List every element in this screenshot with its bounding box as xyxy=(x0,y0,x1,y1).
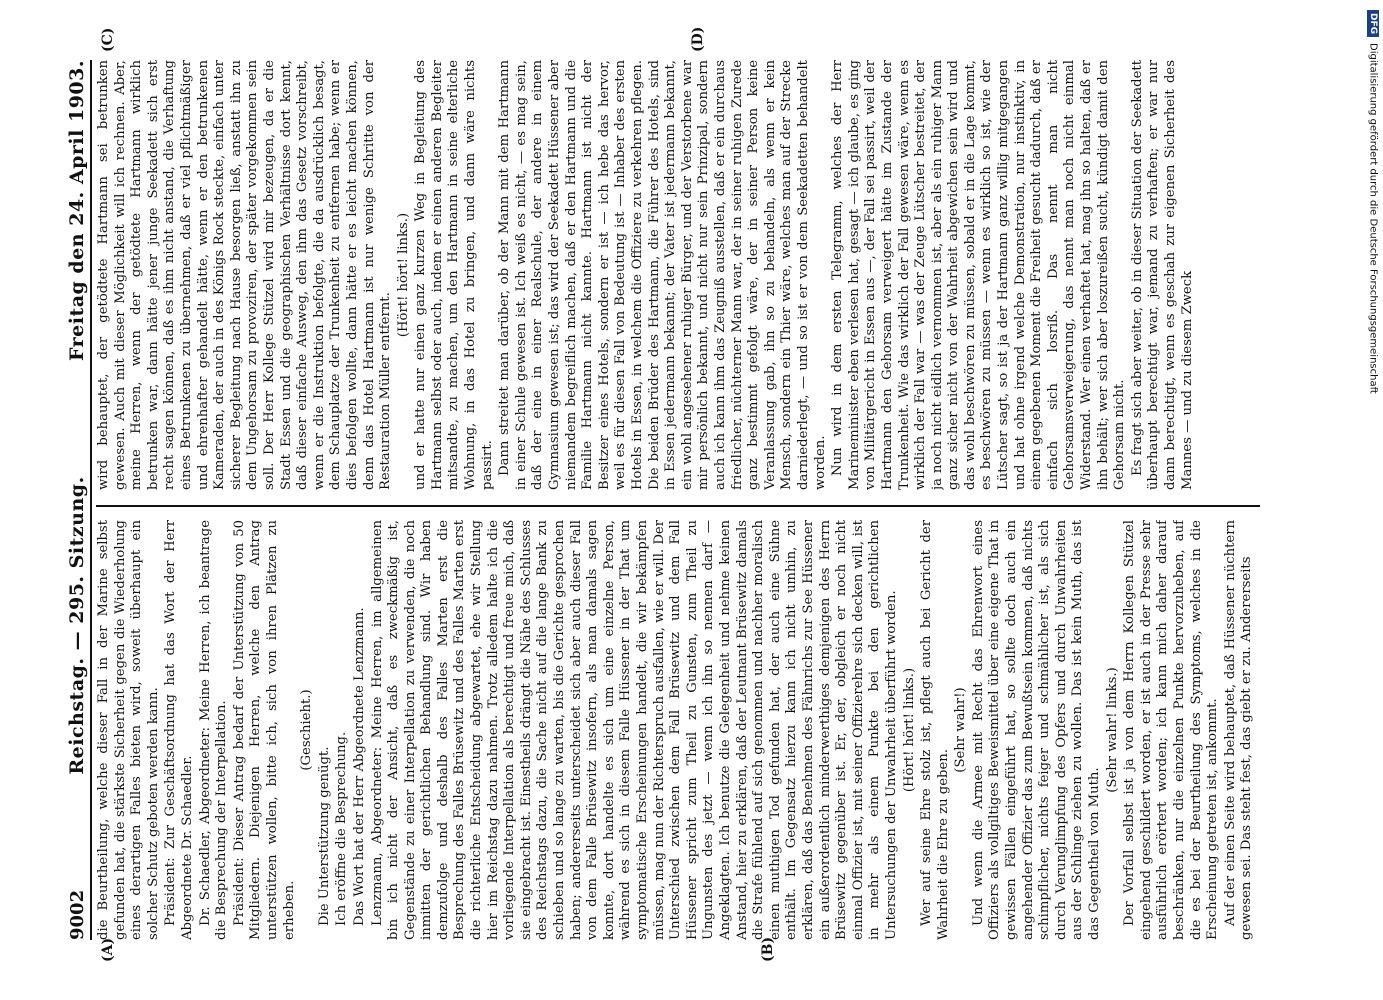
paragraph: Dr. Schaedler, Abgeordneter: Meine Herren, ich beantrage die Besprechung der Interpellation. xyxy=(197,520,230,940)
digitization-credit xyxy=(1367,10,1379,394)
running-header xyxy=(58,60,88,940)
paragraph: Auf der einen Seite wird behauptet, daß Hüssener nüchtern gewesen sei. Das steht fest, das giebt er zu. Andererseits xyxy=(1222,520,1255,940)
stage-direction: (Hört! hört! links.) xyxy=(395,212,411,338)
right-column xyxy=(96,60,1260,490)
stage-direction: (Sehr wahr!) xyxy=(953,687,969,773)
paragraph: Ich eröffne die Besprechung. xyxy=(334,731,350,926)
paragraph: Und wenn die Armee mit Recht das Ehrenwort eines Offiziers als vollgiltiges Beweismittel über eine eigene That in gewissen Fällen eingeführt hat, so sollte doch auch ein angehender Offizier das zum Bewußtsein kommen, daß nichts schimpflicher, nichts feiger und schmählicher ist, als sich durch Verunglimpfung des Opfers und durch Unwahrheiten aus der Schlinge ziehen zu wollen. Das ist kein Muth, das ist das Gegentheil von Muth. xyxy=(970,520,1103,940)
paragraph: Wer auf seine Ehre stolz ist, pflegt auch bei Gericht der Wahrheit die Ehre zu geben. xyxy=(919,520,951,940)
paragraph: die Beurtheilung, welche dieser Fall in der Marine selbst gefunden hat, die stärkste Sicherheit gegen die Wiederholung eines derartigen Falles bieten wird, soweit überhaupt ein solcher Schutz geboten werden kann. xyxy=(96,520,161,940)
page-number: 9002 xyxy=(67,889,88,940)
paragraph: Der Vorfall selbst ist ja von dem Herrn Kollegen Stützel eingehend geschildert worden, er ist auch in der Presse sehr ausführlich erörtert worden; ich kann mich daher darauf beschränken, nur die einzelnen Punkte hervorzuheben, auf die es bei der Beurtheilung des Symptoms, welches in die Erscheinung getreten ist, ankommt. xyxy=(1122,520,1221,940)
paragraph: Die Unterstützung genügt. xyxy=(316,746,332,926)
stage-direction: (Geschieht.) xyxy=(299,689,315,771)
paragraph: Dann streitet man darüber, ob der Mann mit dem Hartmann in einer Schule gewesen ist. Ich weiß es nicht, — es mag sein, daß der eine in einer Realschule, der andere in einem Gymnasium gewesen ist; das wird der Seekadett Hüssener aber niemandem begreiflich machen, daß er den Hartmann und die Familie Hartmann nicht kannte. Hartmann ist nicht der Besitzer eines Hotels, sondern er ist — ich hebe das hervor, weil es für diesen Fall von Bedeutung ist — Inhaber des ersten Hotels in Essen, in welchem die Offiziere zu verkehren pflegen. Die beiden Brüder des Hartmann, die Führer des Hotels, sind in Essen jedermann bekannt; der Vater ist jedermann bekannt, ein wohl angesehener ruhiger Bürger, und der Verstorbene war mir persönlich bekannt, und nicht nur sein Prinzipal, sondern auch ich kann ihm das Zeugniß ausstellen, daß er ein durchaus friedlicher, nüchterner Mann war, der in seiner ruhigen Zurede ganz bestimmt gefolgt wäre, der in seiner Person keine Veranlassung gab, ihn so zu behandeln, als wenn er kein Mensch, sondern ein Thier wäre, welches man auf der Strecke darniederlegt, — und so ist er von dem Seekadetten behandelt worden. xyxy=(497,60,828,490)
paragraph: Präsident: Dieser Antrag bedarf der Unterstützung von 50 Mitgliedern. Diejenigen Herren, welche den Antrag unterstützen wollen, bitte ich, sich von ihren Plätzen zu erheben. xyxy=(231,520,297,940)
credit-text: Digitalisierung gefördert durch die Deutsche Forschungsgemeinschaft xyxy=(1367,43,1379,394)
paragraph: wird behauptet, der getödtete Hartmann sei betrunken gewesen. Auch mit dieser Möglichkeit will ich rechnen. Aber, meine Herren, wenn der getödtete Hartmann wirklich betrunken war, dann hätte jener junge Seekadett sich erst recht sagen können, daß es ihm nicht anstand, die Verhaftung eines Betrunkenen zu übernehmen, daß er viel pflichtmäßiger und ehrenhafter gehandelt hätte, wenn er den betrunkenen Kameraden, der auch in des Königs Rock steckte, einfach unter sicherer Begleitung nach Hause besorgen ließ, anstatt ihn zu dem Ungehorsam zu provoziren, der später vorgekommen sein soll. Der Herr Kollege Stützel wird mir bezeugen, da er die Stadt Essen und die geographischen Verhältnisse dort kennt, daß dieser einfache Ausweg, den ihm das Gesetz vorschreibt, wenn er die Instruktion befolgte, die da ausdrücklich besagt, dem Schauplatze der Trunkenheit zu entfernen habe; wenn er dies befolgen wollte, dann hätte er es leicht machen können, denn das Hotel Hartmann ist nur wenige Schritte von der Restauration Müller entfernt. xyxy=(96,60,394,490)
paragraph: Das Wort hat der Herr Abgeordnete Lenzmann. xyxy=(351,607,367,926)
paragraph: Lenzmann, Abgeordneter: Meine Herren, im allgemeinen bin ich nicht der Ansicht, daß es zweckmäßig ist, Gegenstände zu einer Interpellation zu verwenden, die noch inmitten der gerichtlichen Behandlung sind. Wir haben demzufolge und deshalb des Falles Marten erst die Besprechung des Falles Brüsewitz und des Falles Marten erst die richterliche Entscheidung abgewartet, ehe wir Stellung hier im Reichstag dazu nahmen. Trotz alledem halte ich die vorliegende Interpellation als berechtigt und freue mich, daß sie eingebracht ist. Einestheils drängt die Nähe des Schlusses des Reichstags dazu, die Sache nicht auf die lange Bank zu schieben und so lange zu warten, bis die Gerichte gesprochen haben; andererseits unterscheidet sich aber auch dieser Fall von dem Falle Brüsewitz insofern, als man damals sagen konnte, dort handelte es sich um eine einzelne Person, während es sich in diesem Falle Hüssener in der That um symptomatische Erscheinungen handelt, die wir bekämpfen müssen, mag nun der Richterspruch ausfallen, wie er will. Der Unterschied zwischen dem Fall Brüsewitz und dem Fall Hüssener spricht zum Theil zu Gunsten, zum Theil zu Ungunsten des jetzt — wenn ich ihn so nennen darf — Angeklagten. Ich benutze die Gelegenheit und nehme keinen Anstand, hier zu erklären, daß der Leutnant Brüsewitz damals die Strafe fühlend auf sich genommen und nachher moralisch einen muthigen Tod gefunden hat, der auch eine Sühne enthält. Im Gegensatz hierzu kann ich nicht umhin, zu erklären, daß das Benehmen des Fähnrichs zur See Hüssener ein außerordentlich minderwerthiges demjenigen des Herrn Brüsewitz gegenüber ist. Er, der, obgleich er noch nicht einmal Offizier ist, mit seiner Offizierehre sich decken will, ist in mehr als einem Punkte bei den gerichtlichen Untersuchungen der Unwahrheit überführt worden. xyxy=(369,520,899,940)
header-date: Freitag den 24. April 1903. xyxy=(66,60,88,362)
paragraph: Nun wird in dem ersten Telegramm, welches der Herr Marineminister eben verlesen hat, gesagt — ich glaube, es ging von Militärgericht in Essen aus —, der Fall sei passirt, weil der Hartmann den Gehorsam verweigert hätte im Zustande der Trunkenheit. Wie das wirklich der Fall gewesen wäre, wenn es wirklich der Fall war — was der Zeuge Lütscher bestreitet, der ja noch nicht eidlich vernommen ist, aber als ein ruhiger Mann ganz sicher nicht von der Wahrheit abgewichen sein wird und das wohl beschwören zu müssen, sobald er in die Lage kommt, es beschwören zu müssen — wenn es wirklich so ist, wie der Lütscher sagt, so ist ja der Hartmann ganz willig mitgegangen und hat ohne irgend welche Demonstration, nur instinktiv, in einem gegebenen Moment die Freiheit gesucht dadurch, daß er einfach sich losriß. Das nennt man nicht Gehorsamsverweigerung, das nennt man noch nicht einmal Widerstand. Wer einen verhaftet hat, mag ihn so halten, daß er ihn behält; wer sich aber loszureißen sucht, kündigt damit den Gehorsam nicht. xyxy=(830,60,1128,490)
stage-direction: (Hört! hört! links.) xyxy=(901,667,917,793)
dfg-logo: DFG xyxy=(1367,10,1379,37)
margin-marker-d: (D) xyxy=(690,26,706,52)
paragraph: und er hatte nur einen ganz kurzen Weg in Begleitung des Hartmann selbst oder auch, indem er einen anderen Begleiter mitsandte, zu machen, um den Hartmann in seine elterliche Wohnung, in das Hotel zu bringen, und dann wäre nichts passirt. xyxy=(413,60,495,490)
paragraph: Es fragt sich aber weiter, ob in dieser Situation der Seekadett überhaupt berechtigt war, jemand zu verhaften; er war nur dann berechtigt, wenn es geschah zur eigenen Sicherheit des Mannes — und zu diesem Zweck xyxy=(1129,60,1195,490)
header-title: Reichstag. — 295. Sitzung. xyxy=(66,476,88,775)
margin-marker-c: (C) xyxy=(100,27,116,52)
left-column xyxy=(96,520,1260,940)
column-divider xyxy=(96,505,1260,507)
margin-marker-a: (A) xyxy=(100,937,116,962)
margin-marker-b: (B) xyxy=(760,936,776,962)
stage-direction: (Sehr wahr! links.) xyxy=(1104,667,1120,793)
header-rule xyxy=(90,60,92,940)
paragraph: Präsident: Zur Geschäftsordnung hat das Wort der Herr Abgeordnete Dr. Schaedler. xyxy=(163,520,195,940)
